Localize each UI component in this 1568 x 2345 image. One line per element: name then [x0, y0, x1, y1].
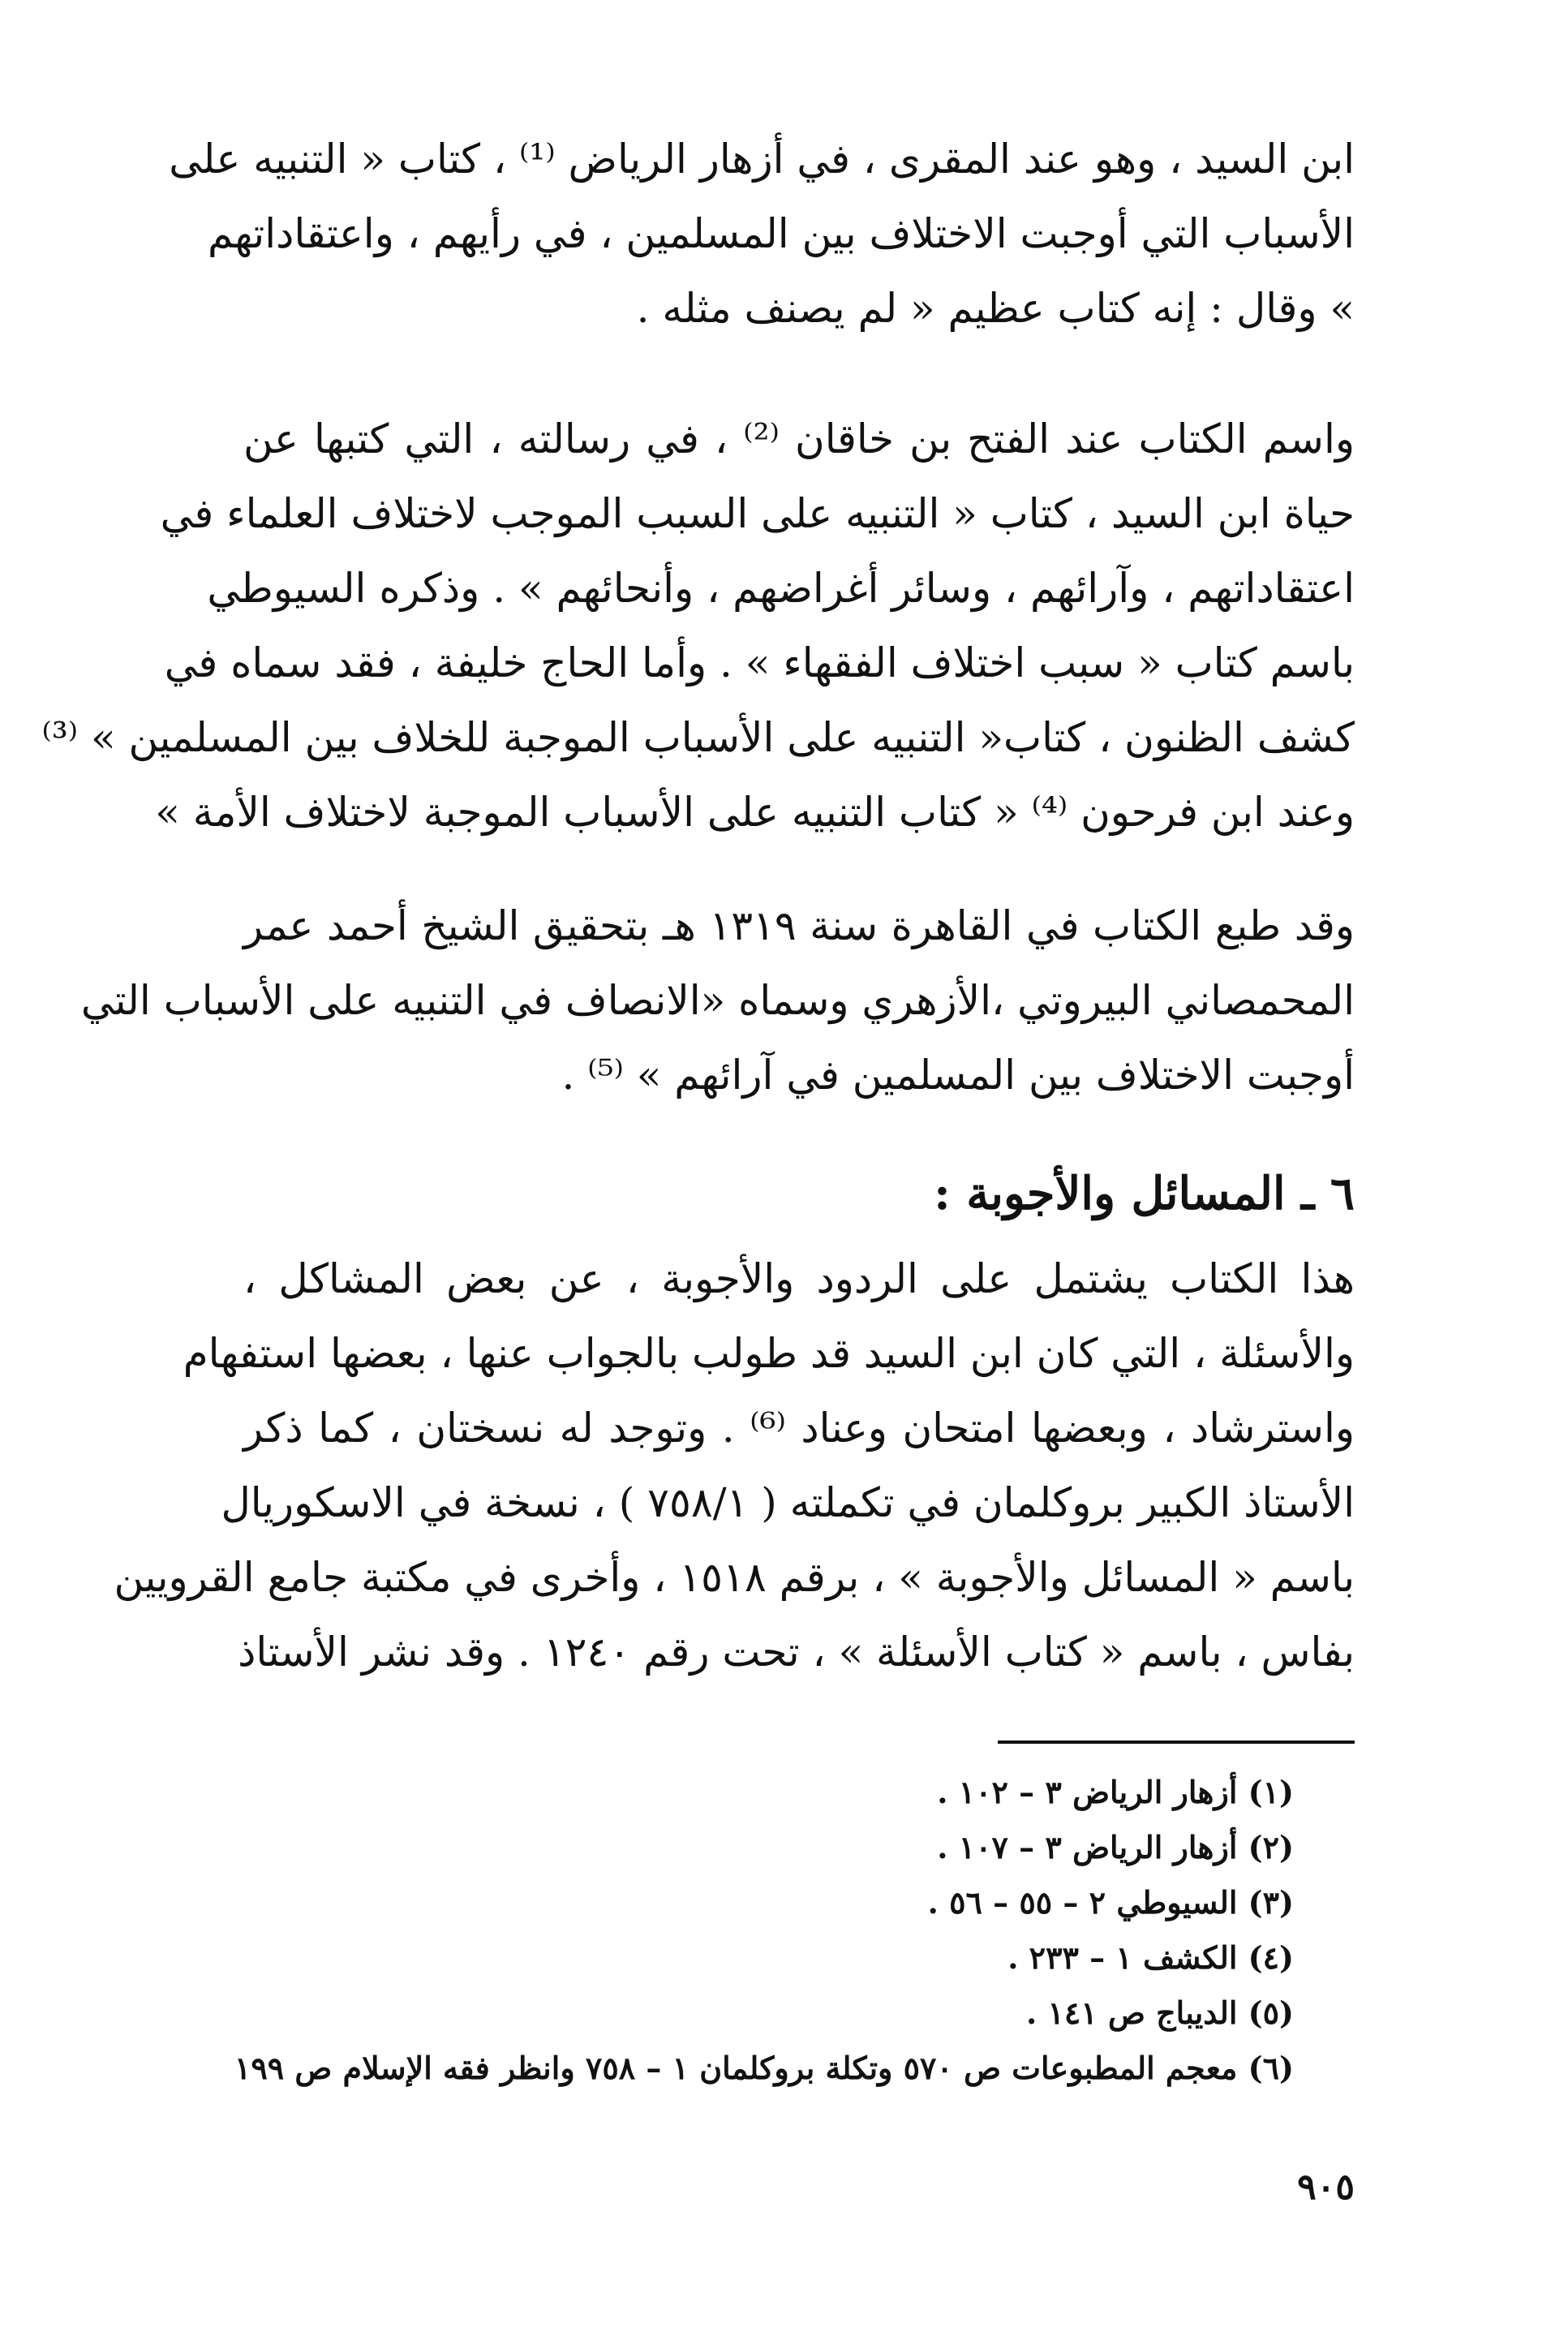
footnote: (٤) الكشف ١ – ٢٣٣ .	[1007, 1939, 1294, 1976]
paragraph-1	[169, 122, 1355, 346]
text-line: واسترشاد ، وبعضها امتحان وعناد ⁽⁶⁾ . وتوجد له نسختان ، كما ذكر	[243, 1405, 1355, 1452]
footnotes	[234, 1765, 1355, 2096]
text-line: بفاس ، باسم « كتاب الأسئلة » ، تحت رقم ١٢٤٠ . وقد نشر الأستاذ	[238, 1629, 1355, 1676]
paragraph-4	[114, 1241, 1355, 1689]
text-line: باسم كتاب « سبب اختلاف الفقهاء » . وأما الحاج خليفة ، فقد سماه في	[164, 639, 1355, 686]
footnote: (٣) السيوطي ٢ – ٥٥ – ٥٦ .	[927, 1884, 1294, 1921]
paragraph-2	[41, 402, 1355, 850]
text-line: » وقال : إنه كتاب عظيم « لم يصنف مثله .	[636, 285, 1355, 332]
footnote: (١) أزهار الرياض ٣ – ١٠٢ .	[937, 1774, 1294, 1810]
text-line: باسم « المسائل والأجوبة » ، برقم ١٥١٨ ، وأخرى في مكتبة جامع القرويين	[114, 1554, 1355, 1601]
section-heading: ٦ ـ المسائل والأجوبة :	[934, 1167, 1355, 1220]
text-line: والأسئلة ، التي كان ابن السيد قد طولب بالجواب عنها ، بعضها استفهام	[183, 1330, 1355, 1377]
text-line: المحمصاني البيروتي ،الأزهري وسماه «الانصاف في التنبيه على الأسباب التي	[80, 977, 1355, 1024]
text-line: الأسباب التي أوجبت الاختلاف بين المسلمين ، في رأيهم ، واعتقاداتهم	[207, 210, 1355, 257]
text-line: حياة ابن السيد ، كتاب « التنبيه على السبب الموجب لاختلاف العلماء في	[160, 490, 1355, 537]
text-line: اعتقاداتهم ، وآرائهم ، وسائر أغراضهم ، وأنحائهم » . وذكره السيوطي	[207, 565, 1355, 612]
text-line: هذا الكتاب يشتمل على الردود والأجوبة ، عن بعض المشاكل ،	[243, 1255, 1355, 1302]
footnote: (٢) أزهار الرياض ٣ – ١٠٧ .	[937, 1829, 1294, 1865]
text-line: أوجبت الاختلاف بين المسلمين في آرائهم » ⁽⁵⁾ .	[561, 1052, 1355, 1099]
text-line: الأستاذ الكبير بروكلمان في تكملته ( ٧٥٨/١ ) ، نسخة في الاسكوريال	[221, 1479, 1355, 1526]
text-line: وقد طبع الكتاب في القاهرة سنة ١٣١٩ هـ بتحقيق الشيخ أحمد عمر	[243, 902, 1355, 949]
paragraph-3	[80, 889, 1355, 1112]
footnote-divider	[998, 1740, 1355, 1744]
page-number: ٩٠٥	[1297, 2166, 1355, 2208]
text-line: كشف الظنون ، كتاب« التنبيه على الأسباب الموجبة للخلاف بين المسلمين » ⁽³⁾	[41, 714, 1355, 761]
footnote: (٦) معجم المطبوعات ص ٥٧٠ وتكلة بروكلمان ١ – ٧٥٨ وانظر فقه الإسلام ص ١٩٩	[234, 2050, 1294, 2086]
book-page	[41, 0, 1355, 2345]
text-line: وعند ابن فرحون ⁽⁴⁾ « كتاب التنبيه على الأسباب الموجبة لاختلاف الأمة »	[155, 789, 1355, 836]
footnote: (٥) الديباج ص ١٤١ .	[1026, 1994, 1294, 2031]
text-line: ابن السيد ، وهو عند المقرى ، في أزهار الرياض ⁽¹⁾ ، كتاب « التنبيه على	[169, 136, 1355, 183]
text-line: واسم الكتاب عند الفتح بن خاقان ⁽²⁾ ، في رسالته ، التي كتبها عن	[243, 415, 1355, 463]
